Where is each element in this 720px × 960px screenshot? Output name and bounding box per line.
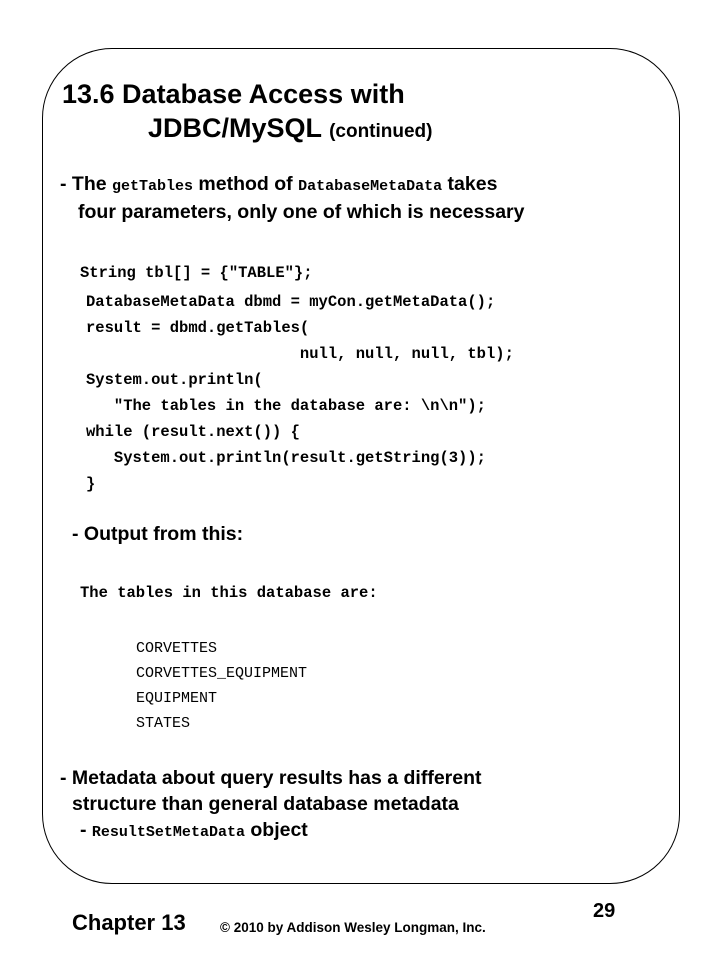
code-line-6: "The tables in the database are: \n\n"); [86, 397, 486, 415]
bullet-gettables-code: getTables [112, 178, 194, 195]
code-line-1: String tbl[] = {"TABLE"}; [80, 264, 313, 282]
code-line-4: null, null, null, tbl); [86, 345, 514, 363]
slide-title-line1: 13.6 Database Access with [62, 79, 405, 109]
footer-chapter: Chapter 13 [72, 910, 186, 935]
slide-title-main: JDBC/MySQL [148, 113, 322, 143]
bullet-resultsetmetadata-code: ResultSetMetaData [91, 824, 245, 841]
slide-title-suffix: (continued) [329, 121, 433, 142]
bullet-gettables-suffix: takes [442, 173, 498, 195]
output-table-1: CORVETTES [136, 640, 218, 657]
output-label: - Output from this: [72, 523, 244, 545]
code-line-9: } [86, 475, 96, 493]
footer-copyright: © 2010 by Addison Wesley Longman, Inc. [220, 920, 486, 935]
bullet-resultsetmetadata [80, 818, 308, 845]
code-line-3: result = dbmd.getTables( [86, 319, 310, 337]
code-line-7: while (result.next()) { [86, 423, 300, 441]
slide-title-line2 [148, 112, 433, 148]
output-table-4: STATES [136, 715, 191, 732]
code-line-5: System.out.println( [86, 371, 263, 389]
bullet-metadata-line2: structure than general database metadata [72, 793, 459, 815]
bullet-gettables-prefix: - The [60, 173, 112, 195]
output-table-2: CORVETTES_EQUIPMENT [136, 665, 308, 682]
bullet-resultsetmetadata-prefix: - [80, 819, 92, 841]
bullet-metadata-line1: - Metadata about query results has a different [60, 767, 482, 789]
bullet-gettables-line2: four parameters, only one of which is necessary [78, 201, 525, 223]
code-line-2: DatabaseMetaData dbmd = myCon.getMetaData(); [86, 293, 496, 311]
bullet-gettables-mid: method of [193, 173, 299, 195]
output-table-3: EQUIPMENT [136, 690, 218, 707]
bullet-gettables [60, 172, 497, 199]
code-line-8: System.out.println(result.getString(3)); [86, 449, 486, 467]
bullet-databasemetadata-code: DatabaseMetaData [298, 178, 443, 195]
bullet-resultsetmetadata-suffix: object [244, 819, 308, 841]
footer-page-number: 29 [593, 900, 616, 922]
output-header: The tables in this database are: [80, 584, 378, 602]
